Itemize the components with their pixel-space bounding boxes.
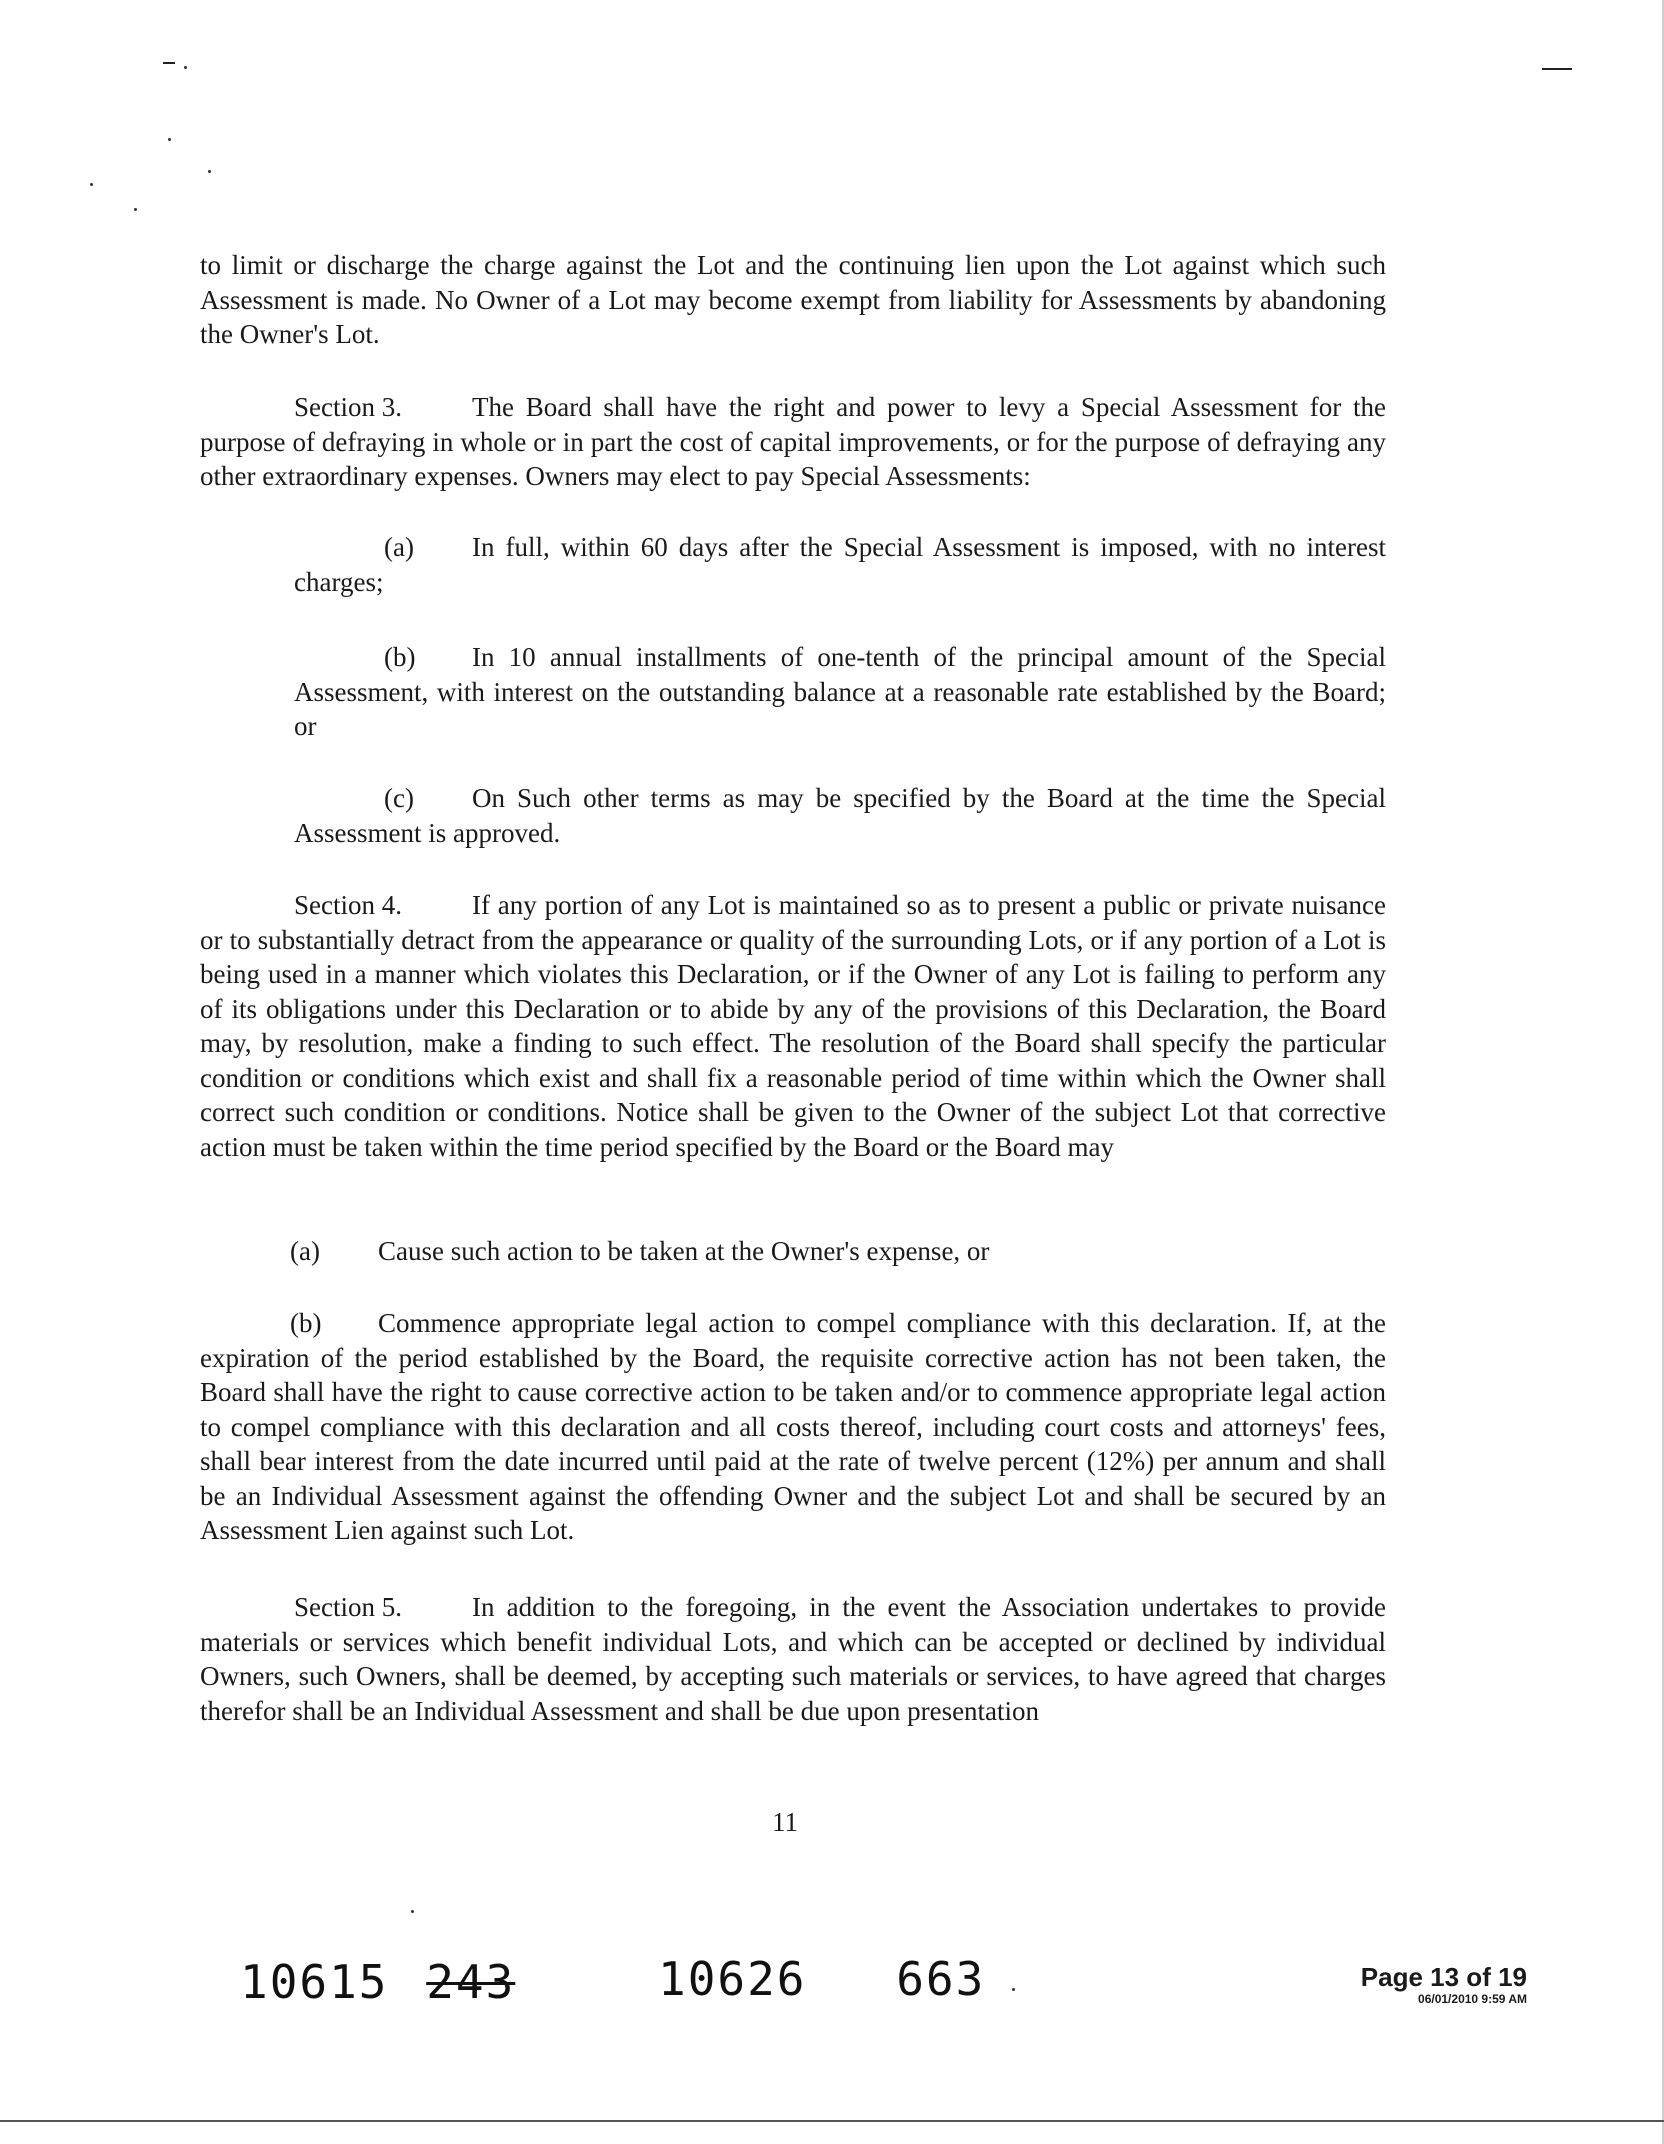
book-number-new: 10626 [658,1952,807,2006]
scan-mark [1542,68,1572,70]
section-3-item-c [294,781,1386,850]
item-label: (a) [290,1236,320,1266]
item-text: In full, within 60 days after the Special Assessment is imposed, with no interest charges; [294,532,1386,597]
recorded-timestamp: 06/01/2010 9:59 AM [1418,1992,1527,2006]
scan-speck [168,138,171,141]
scan-speck [184,66,187,69]
section-4-item-b [200,1306,1386,1548]
scan-speck [411,1910,414,1913]
section-4-paragraph [200,888,1386,1164]
scan-speck [1012,1988,1015,1991]
scan-mark [163,62,175,64]
book-page-stamp-new [658,1952,985,2006]
section-5-body: In addition to the foregoing, in the event the Association undertakes to provide materials or services which benefit individual Lots, and which can be accepted or declined by individual Owners, such Owners, shall be deemed, by accepting such materials or services, to have agreed that charges therefor shall be an Individual Assessment and shall be due upon presentation [200,1592,1386,1726]
section-4-body: If any portion of any Lot is maintained so as to present a public or private nuisance or to substantially detract from the appearance or quality of the surrounding Lots, or if any portion of a Lot is being used in a manner which violates this Declaration, or if the Owner of any Lot is failing to perform any of its obligations under this Declaration or to abide by any of the provisions of this Declaration, the Board may, by resolution, make a finding to such effect. The resolution of the Board shall specify the particular condition or conditions which exist and shall fix a reasonable period of time within which the Owner shall correct such condition or conditions. Notice shall be given to the Owner of the subject Lot that corrective action must be taken within the time period specified by the Board or the Board may [200,890,1386,1162]
section-3-paragraph [200,390,1386,494]
page-number-new: 663 [896,1952,986,2006]
item-text: In 10 annual installments of one-tenth of the principal amount of the Special Assessment, with interest on the outstanding balance at a reasonable rate established by the Board; or [294,642,1386,741]
section-4-item-a [200,1234,1386,1269]
scan-speck [208,170,211,173]
item-text: On Such other terms as may be specified by the Board at the time the Special Assessment is approved. [294,783,1386,848]
section-3-item-b [294,640,1386,744]
item-label: (a) [384,532,414,562]
section-5-label: Section 5. [294,1592,402,1622]
section-3-label: Section 3. [294,392,402,422]
scan-edge-bottom [0,2120,1664,2122]
book-page-stamp-old [240,1955,515,2009]
item-label: (b) [290,1308,322,1338]
item-label: (c) [384,783,414,813]
item-text: Commence appropriate legal action to compel compliance with this declaration. If, at the expiration of the period established by the Board, the requisite corrective action has not been taken, the Board shall have the right to cause corrective action to be taken and/or to commence appropriate legal action to compel compliance with this declaration and all costs thereof, including court costs and attorneys' fees, shall bear interest from the date incurred until paid at the rate of twelve percent (12%) per annum and shall be an Individual Assessment against the offending Owner and the subject Lot and shall be secured by an Assessment Lien against such Lot. [200,1308,1386,1545]
item-label: (b) [384,642,416,672]
section-3-body: The Board shall have the right and power to levy a Special Assessment for the purpose of defraying in whole or in part the cost of capital improvements, or for the purpose of defraying any other extraordinary expenses. Owners may elect to pay Special Assessments: [200,392,1386,491]
scan-speck [90,183,93,186]
page-number-old-struck: 243 [426,1955,516,2009]
page-number: 11 [772,1807,798,1837]
continuation-paragraph: to limit or discharge the charge against the Lot and the continuing lien upon the Lot against which such Assessment is made. No Owner of a Lot may become exempt from liability for Assessments by abandoning the Owner's Lot. [200,250,1386,349]
book-number-old: 10615 [240,1955,389,2009]
item-text: Cause such action to be taken at the Owner's expense, or [378,1236,990,1266]
page-of-count: Page 13 of 19 [1360,1962,1527,1992]
section-4-label: Section 4. [294,890,402,920]
section-5-paragraph [200,1590,1386,1728]
section-3-item-a [294,530,1386,599]
scan-speck [134,208,137,211]
